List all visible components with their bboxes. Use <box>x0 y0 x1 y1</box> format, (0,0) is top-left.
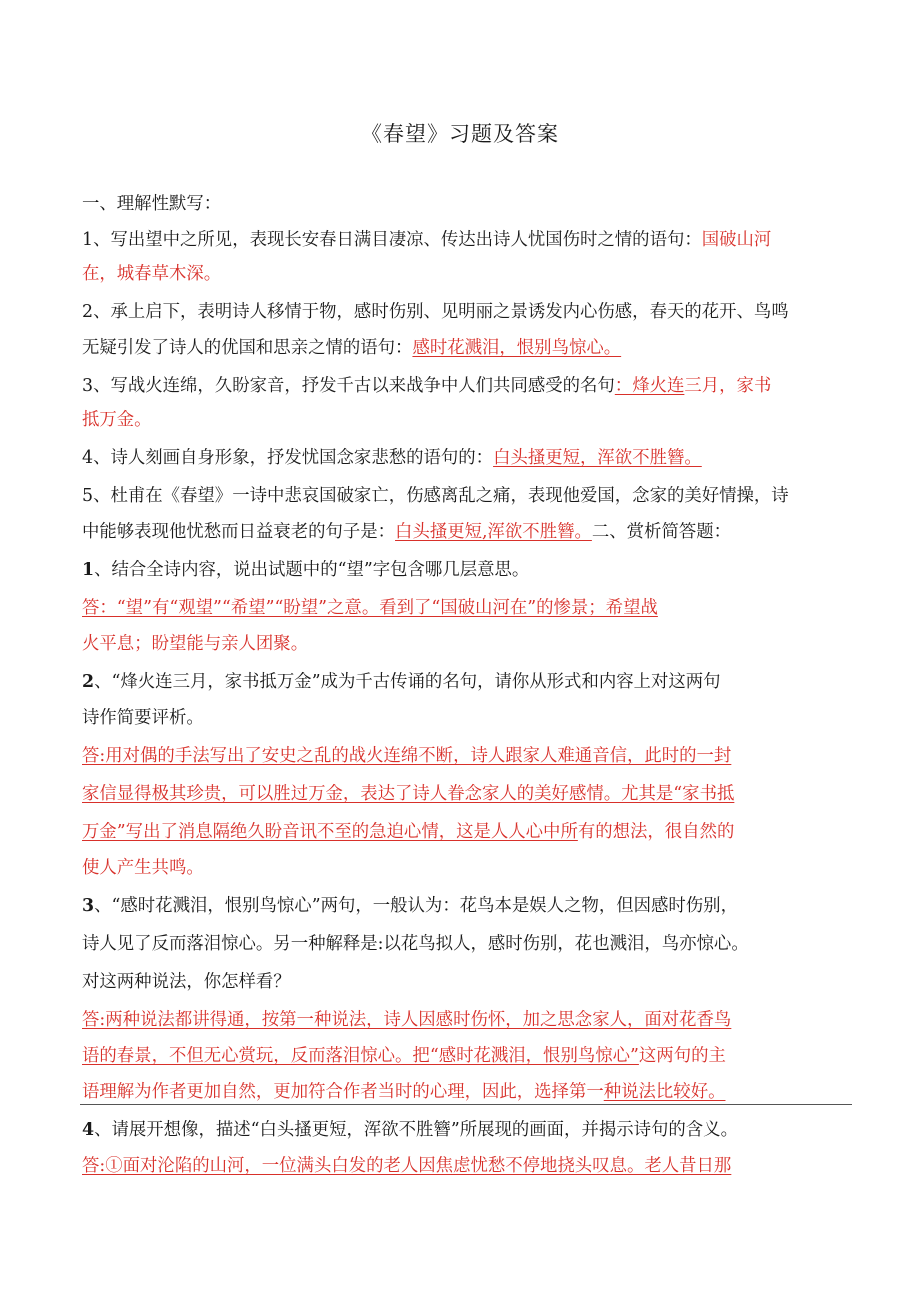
question-text: 4 <box>82 1120 95 1140</box>
text-line <box>82 1154 852 1178</box>
text-line <box>82 520 852 544</box>
text-line <box>82 336 852 360</box>
text-line <box>82 262 852 286</box>
answer-text: 种说法比较好。 <box>603 1082 726 1102</box>
answer-text: 抵万金。 <box>82 410 152 430</box>
question-text: 2、承上启下，表明诗人移情于物，感时伤别、见明丽之景诱发内心伤感，春天的花开、鸟鸣 <box>82 302 789 322</box>
text-line <box>82 596 852 620</box>
answer-text: 万金”写出了消息隔绝久盼音讯不至的急迫心情，这是人人心中所 <box>82 822 578 842</box>
question-text: 3、写战火连绵，久盼家音，抒发千古以来战争中人们共同感受的名句 <box>82 376 615 396</box>
question-text: 中能够表现他忧愁而日益衰老的句子是： <box>82 522 396 542</box>
question-text: 诗作简要评析。 <box>82 708 204 728</box>
question-text: 、“烽火连三月，家书抵万金”成为千古传诵的名句，请你从形式和内容上对这两句 <box>94 672 721 692</box>
text-line <box>82 1118 852 1142</box>
answer-text: 语理解为作者更加自然，更加符合作者当时的心理，因此，选择第一 <box>82 1082 604 1102</box>
text-line <box>82 820 852 844</box>
text-line <box>82 744 852 768</box>
text-line <box>82 1044 852 1068</box>
question-text: 一、理解性默写： <box>82 194 222 214</box>
text-line <box>82 484 852 508</box>
question-text: 对这两种说法，你怎样看？ <box>82 972 291 992</box>
text-line <box>82 300 852 324</box>
text-line <box>82 932 852 956</box>
text-line <box>82 374 852 398</box>
question-text: 1、写出望中之所见，表现长安春日满目凄凉、传达出诗人忧国伤时之情的语句： <box>82 230 702 250</box>
question-text: 2 <box>82 672 95 692</box>
question-text: 、“感时花溅泪，恨别鸟惊心”两句，一般认为：花鸟本是娱人之物，但因感时伤别， <box>94 896 738 916</box>
text-line <box>82 1080 852 1104</box>
separator-line <box>80 1104 852 1105</box>
text-line <box>82 632 852 656</box>
answer-text: 感时花溅泪，恨别鸟惊心。 <box>412 338 622 358</box>
answer-text: 答:①面对沦陷的山河，一位满头白发的老人因焦虑忧愁不停地挠头叹息。老人昔日那 <box>82 1156 732 1176</box>
answer-text: 这两句的主 <box>638 1046 726 1066</box>
answer-text: 白头搔更短，浑欲不胜簪。 <box>493 448 702 468</box>
answer-text: 家信显得极其珍贵，可以胜过万金，表达了诗人眷念家人的美好感情。尤其是“家书抵 <box>82 784 735 804</box>
text-line <box>82 894 852 918</box>
answer-text: 三月，家书 <box>684 376 772 396</box>
text-line <box>82 856 852 880</box>
question-text: 、结合全诗内容，说出试题中的“望”字包含哪几层意思。 <box>94 560 530 580</box>
text-line <box>82 1008 852 1032</box>
question-text: 4、诗人刻画自身形象，抒发忧国念家悲愁的语句的： <box>82 448 494 468</box>
page-title: 《春望》习题及答案 <box>361 122 559 146</box>
answer-text: 有的想法，很自然的 <box>577 822 735 842</box>
text-line <box>82 782 852 806</box>
answer-text: 答:两种说法都讲得通，按第一种说法，诗人因感时伤怀，加之思念家人，面对花香鸟 <box>82 1010 732 1030</box>
text-line <box>82 670 852 694</box>
answer-text: 在，城春草木深。 <box>82 264 222 284</box>
text-line <box>82 706 852 730</box>
question-text: 无疑引发了诗人的优国和思亲之情的语句： <box>82 338 413 358</box>
question-text: 诗人见了反而落泪惊心。另一种解释是:以花鸟拟人，感时伤别，花也溅泪，鸟亦惊心。 <box>82 934 749 954</box>
text-line <box>82 558 852 582</box>
answer-text: 火平息；盼望能与亲人团聚。 <box>82 634 309 654</box>
question-text: 、请展开想像，描述“白头搔更短，浑欲不胜簪”所展现的画面，并揭示诗句的含义。 <box>94 1120 738 1140</box>
answer-text: 答:用对偶的手法写出了安史之乱的战火连绵不断，诗人跟家人难通音信，此时的一封 <box>82 746 732 766</box>
answer-text: 国破山河 <box>701 230 772 250</box>
answer-text: 白头搔更短,浑欲不胜簪。 <box>395 522 592 542</box>
question-text: 1 <box>82 560 95 580</box>
answer-text: 答：“望”有“观望”“希望”“盼望”之意。看到了“国破山河在”的惨景；希望战 <box>82 598 658 618</box>
answer-text: 语的春景，不但无心赏玩，反而落泪惊心。把“感时花溅泪，恨别鸟惊心” <box>82 1046 639 1066</box>
text-line <box>82 446 852 470</box>
question-text: 3 <box>82 896 95 916</box>
question-text: 5、杜甫在《春望》一诗中悲哀国破家亡，伤感离乱之痛，表现他爱国，念家的美好情操，诗 <box>82 486 789 506</box>
text-line <box>82 970 852 994</box>
text-line <box>82 228 852 252</box>
text-line <box>82 192 852 216</box>
question-text: 二、赏析简答题： <box>591 522 732 542</box>
answer-text: ：烽火连 <box>614 376 685 396</box>
text-line <box>82 408 852 432</box>
answer-text: 使人产生共鸣。 <box>82 858 204 878</box>
